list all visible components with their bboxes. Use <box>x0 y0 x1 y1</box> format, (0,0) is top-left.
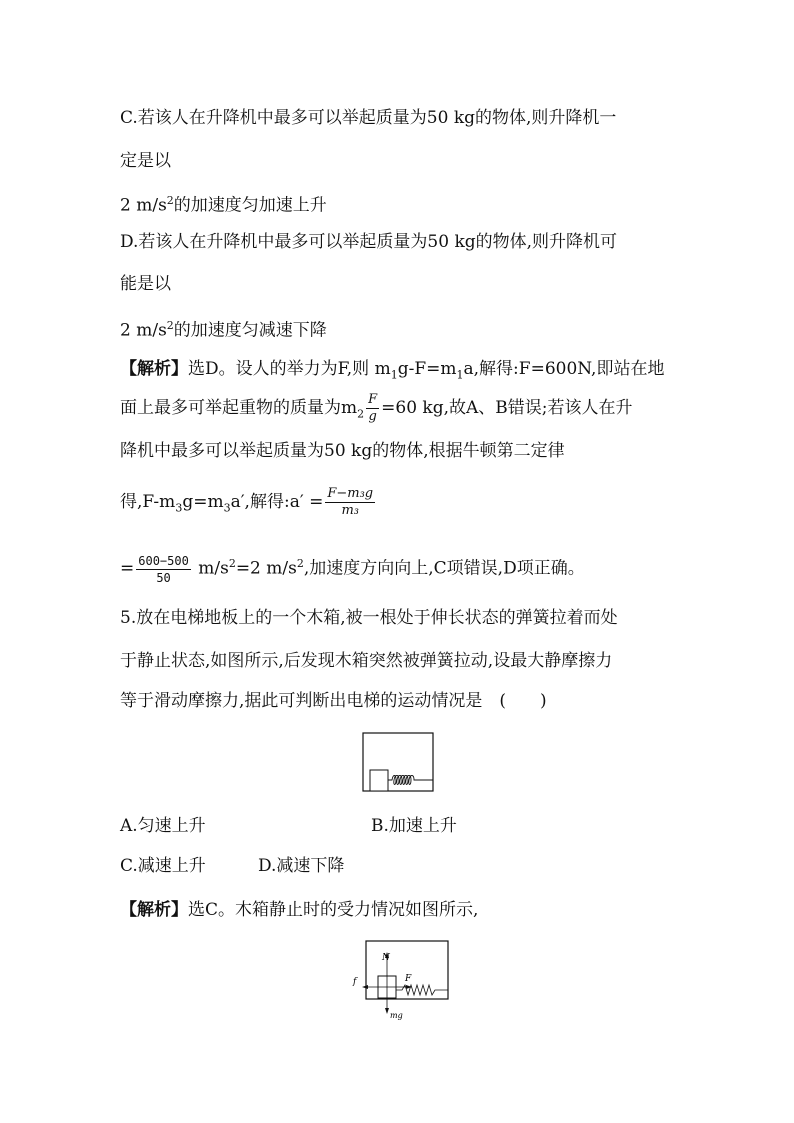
option-d-rest: 的加速度匀减速下降 <box>173 320 327 341</box>
option-c-line1: C.若该人在升降机中最多可以举起质量为50 kg的物体,则升降机一 <box>120 108 617 128</box>
analysis4-sub: 1 <box>456 368 464 382</box>
question5-line3: 等于滑动摩擦力,据此可判断出电梯的运动情况是 ( ) <box>120 691 547 711</box>
analysis4-text-b: g-F=m <box>397 359 457 379</box>
analysis-label: 【解析】 <box>120 900 188 920</box>
option-d-unit: 2 m/s <box>120 320 167 341</box>
fraction-denominator: g <box>368 409 377 424</box>
analysis4-sub: 3 <box>223 501 231 515</box>
analysis-label: 【解析】 <box>120 359 188 379</box>
label-friction: f <box>353 977 357 987</box>
analysis4-text: 面上最多可举起重物的质量为m <box>120 398 358 418</box>
analysis4-line2 <box>120 390 633 432</box>
option-c-line2: 定是以 <box>120 151 171 171</box>
option-5c: C.减速上升 <box>120 856 206 876</box>
fraction-numerator: 600−500 <box>138 553 189 568</box>
fraction-numeric <box>136 553 191 586</box>
option-d-line2: 能是以 <box>120 274 171 294</box>
label-f-force: F <box>405 974 412 984</box>
fraction-accel <box>325 486 375 519</box>
fraction-denominator: 50 <box>156 570 171 585</box>
analysis4-line3: 降机中最多可以举起质量为50 kg的物体,根据牛顿第二定律 <box>120 441 565 461</box>
analysis4-text-a: 选D。设人的举力为F,则 m <box>188 359 391 379</box>
analysis4-text: = <box>120 558 135 579</box>
label-mg: mg <box>390 1011 403 1020</box>
analysis5-text: 选C。木箱静止时的受力情况如图所示, <box>188 900 479 920</box>
analysis4-text: ,加速度方向向上,C项错误,D项正确。 <box>303 558 585 579</box>
option-c-line3 <box>120 190 327 217</box>
analysis4-text: a′,解得:a′ = <box>230 492 324 512</box>
analysis4-text: =2 m/s <box>235 558 297 579</box>
analysis4-sup: 2 <box>228 557 236 570</box>
wooden-box <box>370 770 388 791</box>
analysis4-text: =60 kg,故A、B错误;若该人在升 <box>381 398 633 418</box>
question5-line1: 5.放在电梯地板上的一个木箱,被一根处于伸长状态的弹簧拉着而处 <box>120 608 618 628</box>
elevator-spring-figure <box>362 732 434 792</box>
analysis4-sub: 2 <box>357 407 365 421</box>
option-d-sup: 2 <box>166 319 174 332</box>
fraction-numerator: F−m₃g <box>327 486 374 501</box>
analysis4-text: m/s <box>192 558 229 579</box>
option-c-unit: 2 m/s <box>120 195 167 216</box>
option-5b: B.加速上升 <box>371 816 457 836</box>
analysis4-text: g=m <box>182 492 224 512</box>
label-n: N <box>382 953 390 963</box>
arrow-friction-icon <box>362 985 368 989</box>
analysis5-line <box>120 899 478 921</box>
analysis4-line5 <box>120 546 585 587</box>
analysis4-text-c: a,解得:F=600N,即站在地 <box>463 359 665 379</box>
fraction-numerator: F <box>368 392 378 407</box>
analysis4-line4 <box>120 484 377 526</box>
option-c-sup: 2 <box>166 194 174 207</box>
option-c-rest: 的加速度匀加速上升 <box>173 195 327 216</box>
analysis4-sup: 2 <box>296 557 304 570</box>
option-5d: D.减速下降 <box>258 856 345 876</box>
analysis4-line1 <box>120 358 664 386</box>
option-d-line1: D.若该人在升降机中最多可以举起质量为50 kg的物体,则升降机可 <box>120 232 618 252</box>
option-d-line3 <box>120 315 327 342</box>
arrow-mg-icon <box>385 1008 389 1014</box>
spring <box>388 776 433 785</box>
analysis4-text: 得,F-m <box>120 492 176 512</box>
question5-line2: 于静止状态,如图所示,后发现木箱突然被弹簧拉动,设最大静摩擦力 <box>120 651 613 671</box>
analysis4-sub: 3 <box>175 501 183 515</box>
fraction-f-over-g <box>366 392 379 425</box>
fraction-denominator: m₃ <box>341 503 359 518</box>
force-diagram-figure <box>350 940 450 1020</box>
analysis4-sub: 1 <box>390 368 398 382</box>
option-5a: A.匀速上升 <box>120 816 206 836</box>
spring <box>396 985 448 995</box>
